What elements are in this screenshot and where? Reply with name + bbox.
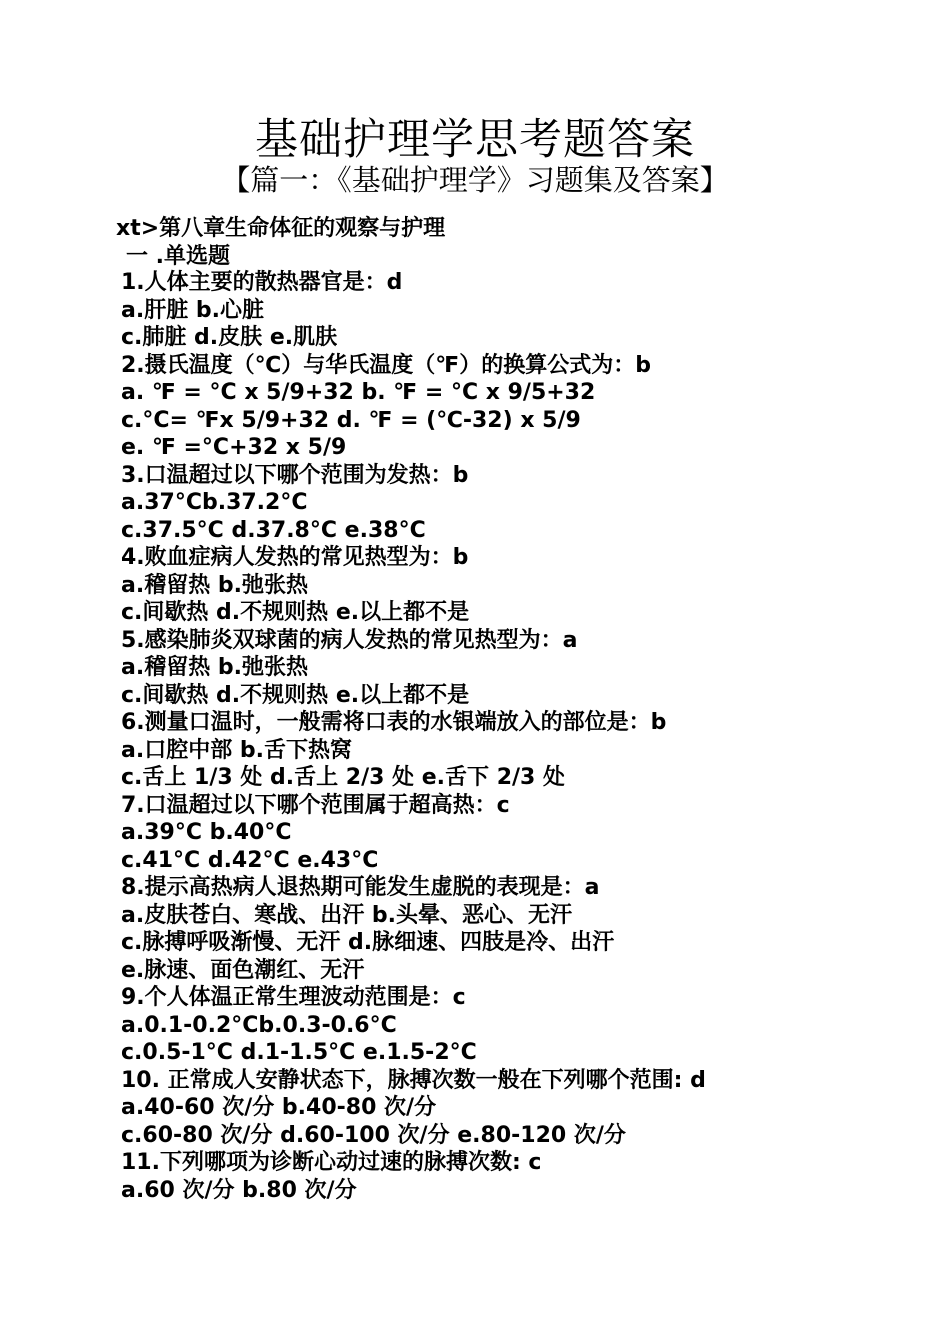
- option-line: c.0.5-1°C d.1-1.5°C e.1.5-2°C: [121, 1040, 477, 1065]
- option-line: a. ℉ = °C x 5/9+32 b. ℉ = °C x 9/5+32: [121, 380, 596, 405]
- option-line: c.37.5°C d.37.8°C e.38°C: [121, 517, 426, 543]
- question-line: 2.摄氏温度（℃）与华氏温度（℉）的换算公式为：b: [121, 352, 651, 378]
- document-subtitle: 【篇一：《基础护理学》习题集及答案】: [221, 163, 729, 197]
- option-line: a.肝脏 b.心脏: [121, 297, 264, 323]
- option-line: c.间歇热 d.不规则热 e.以上都不是: [121, 682, 470, 708]
- document-title: 基础护理学思考题答案: [255, 115, 695, 165]
- option-line: a.稽留热 b.弛张热: [121, 655, 308, 680]
- question-line: 6.测量口温时，一般需将口表的水银端放入的部位是：b: [121, 710, 667, 735]
- question-line: 5.感染肺炎双球菌的病人发热的常见热型为：a: [121, 627, 578, 653]
- option-line: a.0.1-0.2°Cb.0.3-0.6°C: [121, 1012, 397, 1038]
- option-line: a.口腔中部 b.舌下热窝: [121, 737, 352, 763]
- option-line: e. ℉ =°C+32 x 5/9: [121, 435, 347, 460]
- option-line: a.皮肤苍白、寒战、出汗 b.头晕、恶心、无汗: [121, 902, 572, 928]
- option-line: a.37°Cb.37.2°C: [121, 490, 308, 515]
- option-line: e.脉速、面色潮红、无汗: [121, 957, 365, 983]
- option-line: c.肺脏 d.皮肤 e.肌肤: [121, 325, 338, 350]
- chapter-heading: xt>第八章生命体征的观察与护理: [116, 216, 446, 241]
- option-line: c.°C= ℉x 5/9+32 d. ℉ = (℃-32) x 5/9: [121, 407, 581, 433]
- option-line: c.舌上 1/3 处 d.舌上 2/3 处 e.舌下 2/3 处: [121, 765, 566, 790]
- option-line: a.40-60 次/分 b.40-80 次/分: [121, 1095, 437, 1120]
- option-line: c.间歇热 d.不规则热 e.以上都不是: [121, 600, 470, 625]
- question-list: [121, 269, 706, 1204]
- option-line: c.41°C d.42°C e.43°C: [121, 847, 379, 873]
- question-line: 4.败血症病人发热的常见热型为：b: [121, 545, 469, 570]
- question-line: 7.口温超过以下哪个范围属于超高热：c: [121, 792, 510, 818]
- option-line: a.60 次/分 b.80 次/分: [121, 1177, 357, 1203]
- question-line: 8.提示高热病人退热期可能发生虚脱的表现是：a: [121, 875, 600, 900]
- question-line: 9.个人体温正常生理波动范围是：c: [121, 985, 466, 1010]
- question-line: 3.口温超过以下哪个范围为发热：b: [121, 462, 469, 488]
- option-line: a.稽留热 b.弛张热: [121, 572, 308, 598]
- question-line: 11.下列哪项为诊断心动过速的脉搏次数: c: [121, 1150, 542, 1175]
- section-heading: 一 .单选题: [126, 244, 231, 269]
- question-line: 10. 正常成人安静状态下，脉搏次数一般在下列哪个范围: d: [121, 1067, 706, 1093]
- option-line: c.60-80 次/分 d.60-100 次/分 e.80-120 次/分: [121, 1122, 626, 1148]
- option-line: c.脉搏呼吸渐慢、无汗 d.脉细速、四肢是冷、出汗: [121, 930, 615, 955]
- option-line: a.39°C b.40°C: [121, 820, 292, 845]
- question-line: 1.人体主要的散热器官是：d: [121, 270, 403, 295]
